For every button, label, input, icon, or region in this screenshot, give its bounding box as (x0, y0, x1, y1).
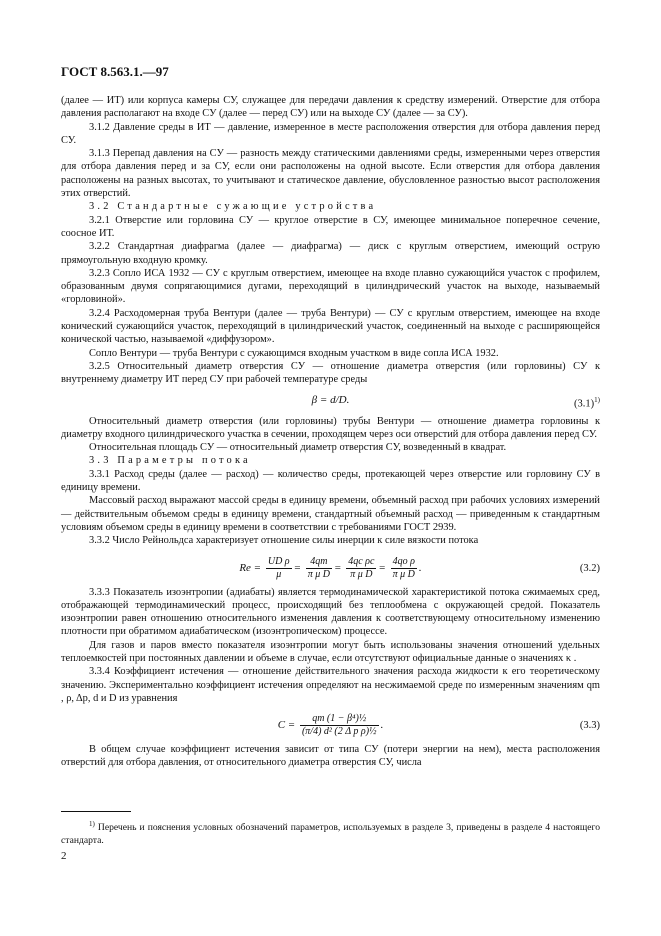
formula-number: (3.3) (579, 720, 600, 732)
paragraph: 3.1.3 Перепад давления на СУ — разность между статическими давлениями среды, измеренными через отверстия для отбора давления перед и за СУ, если они расположены на одной высоте. Если отверстия для отбора давления расположены на разных высотах, то учитывают и статическое давление, обусловленное разностью высот расположения этих отверстий. (61, 148, 600, 200)
paragraph: Сопло Вентури — труба Вентури с сужающимся входным участком в виде сопла ИСА 1932. (89, 347, 499, 359)
paragraph: 3.3.4 Коэффициент истечения — отношение действительного значения расхода жидкости к его теоретическому значению. Экспериментально коэффициент истечения определяют на несжимаемой среде по измеренным значениям qm , ρ, Δp, d и D из уравнения (61, 666, 600, 704)
formula-number: (3.2) (579, 562, 600, 574)
footnote-divider (61, 811, 131, 812)
section-heading: 3.2 Стандартные сужающие устройства (89, 201, 377, 213)
paragraph: 3.3.3 Показатель изоэнтропии (адиабаты) является термодинамической характеристикой потока сжимаемых сред, отображающей термодинамический процесс, происходящий без теплообмена с окружающей средой. Показатель изоэнтропии равен отношению относительного изменения давления к соответствующему относительному изменению плотности при обратимом адиабатическом (изоэнтропическом) процессе. (61, 586, 600, 638)
paragraph: 3.2.3 Сопло ИСА 1932 — СУ с круглым отверстием, имеющее на входе плавно сужающийся участок с профилем, образованным двумя сопрягающимися дугами, переходящий в цилиндрический участок на выходе, называемый «горловиной». (61, 267, 600, 306)
paragraph: 3.1.2 Давление среды в ИТ — давление, измеренное в месте расположения отверстия для отбора давления перед СУ. (61, 121, 600, 146)
paragraph: Относительная площадь СУ — относительный диаметр отверстия СУ, возведенный в квадрат. (89, 442, 507, 454)
paragraph: 3.2.2 Стандартная диафрагма (далее — диафрагма) — диск с круглым отверстием, имеющий острую прямоугольную входную кромку. (61, 241, 600, 266)
footnote-mark: 1) (89, 820, 95, 828)
formula-expression: β = d/D. (311, 393, 350, 406)
paragraph: 3.2.5 Относительный диаметр отверстия СУ — отношение диаметра отверстия (или горловины) СУ к внутреннему диаметру ИТ перед СУ при рабочей температуре среды (61, 360, 600, 386)
paragraph: (далее — ИТ) или корпуса камеры СУ, служащее для передачи давления к средству измерений. Отверстие для отбора давления располагают на входе СУ (далее — перед СУ) или на выходе СУ (далее — за СУ). (61, 95, 600, 120)
formula-number: $(3.1)^{1)}$ (574, 395, 600, 410)
section-heading: 3.3 Параметры потока (89, 455, 251, 467)
footnote (61, 818, 600, 847)
paragraph: 3.3.2 Число Рейнольдса характеризует отношение силы инерции к силе вязкости потока (89, 535, 479, 547)
paragraph: 3.3.1 Расход среды (далее — расход) — количество среды, протекающей через отверстие или горловину СУ в единицу времени. (61, 468, 600, 494)
formula-3-1 (61, 389, 600, 413)
paragraph: Для газов и паров вместо показателя изоэнтропии могут быть использованы значения отношений удельных теплоемкостей при постоянных давлении и объеме в случае, если отсутствуют официальные данные о значениях κ . (61, 639, 600, 664)
formula-expression: Re = $\frac{\text{UD ρ}}{\mu}$ = $\frac{4qm}{\text{π μ D}}$ = $\frac{\text{4qc ρc}}{\text{π μ D}}$ = $\frac{\text{4qo ρ}}{\text{π μ D}}$ . (239, 555, 422, 580)
standard-header: ГОСТ 8.563.1.—97 (61, 64, 169, 79)
footnote-mark: 1) (594, 395, 600, 404)
paragraph: Относительный диаметр отверстия (или горловины) трубы Вентури — отношение диаметра горловины к диаметру входного цилиндрического участка в сечении, проходящем через оси отверстий для отбора давления перед СУ. (61, 415, 600, 440)
formula-3-3 (61, 707, 600, 741)
page-number: 2 (61, 850, 67, 862)
main-text (61, 94, 600, 770)
paragraph: 3.2.1 Отверстие или горловина СУ — круглое отверстие в СУ, имеющее минимальное поперечное сечение, соосное ИТ. (61, 214, 600, 239)
footnote-text: Перечень и пояснения условных обозначений параметров, используемых в разделе 3, приведены в разделе 4 настоящего стандарта. (61, 822, 600, 846)
paragraph: В общем случае коэффициент истечения зависит от типа СУ (потери энергии на нем), места расположения отверстий для отбора давления, от относительного диаметра отверстия СУ, числа (61, 744, 600, 769)
paragraph: Массовый расход выражают массой среды в единицу времени, объемный расход при рабочих условиях измерений — действительным объемом среды в единицу времени, стандартный объемный расход — приведенным к стандартным условиям объемом среды в единицу времени в соответствии с требованиями ГОСТ 2939. (61, 495, 600, 533)
formula-expression: C = $\frac{\text{qm (1 − β⁴)½}}{\text{(π/4) d² (2 Δ p ρ)½}}$ . (277, 713, 384, 738)
paragraph: 3.2.4 Расходомерная труба Вентури (далее — труба Вентури) — СУ с круглым отверстием, имеющее на входе конический сужающийся участок, переходящий в цилиндрический участок, соединенный на выходе с расширяющейся конической частью, называемой «диффузором». (61, 307, 600, 346)
formula-3-2 (61, 550, 600, 584)
